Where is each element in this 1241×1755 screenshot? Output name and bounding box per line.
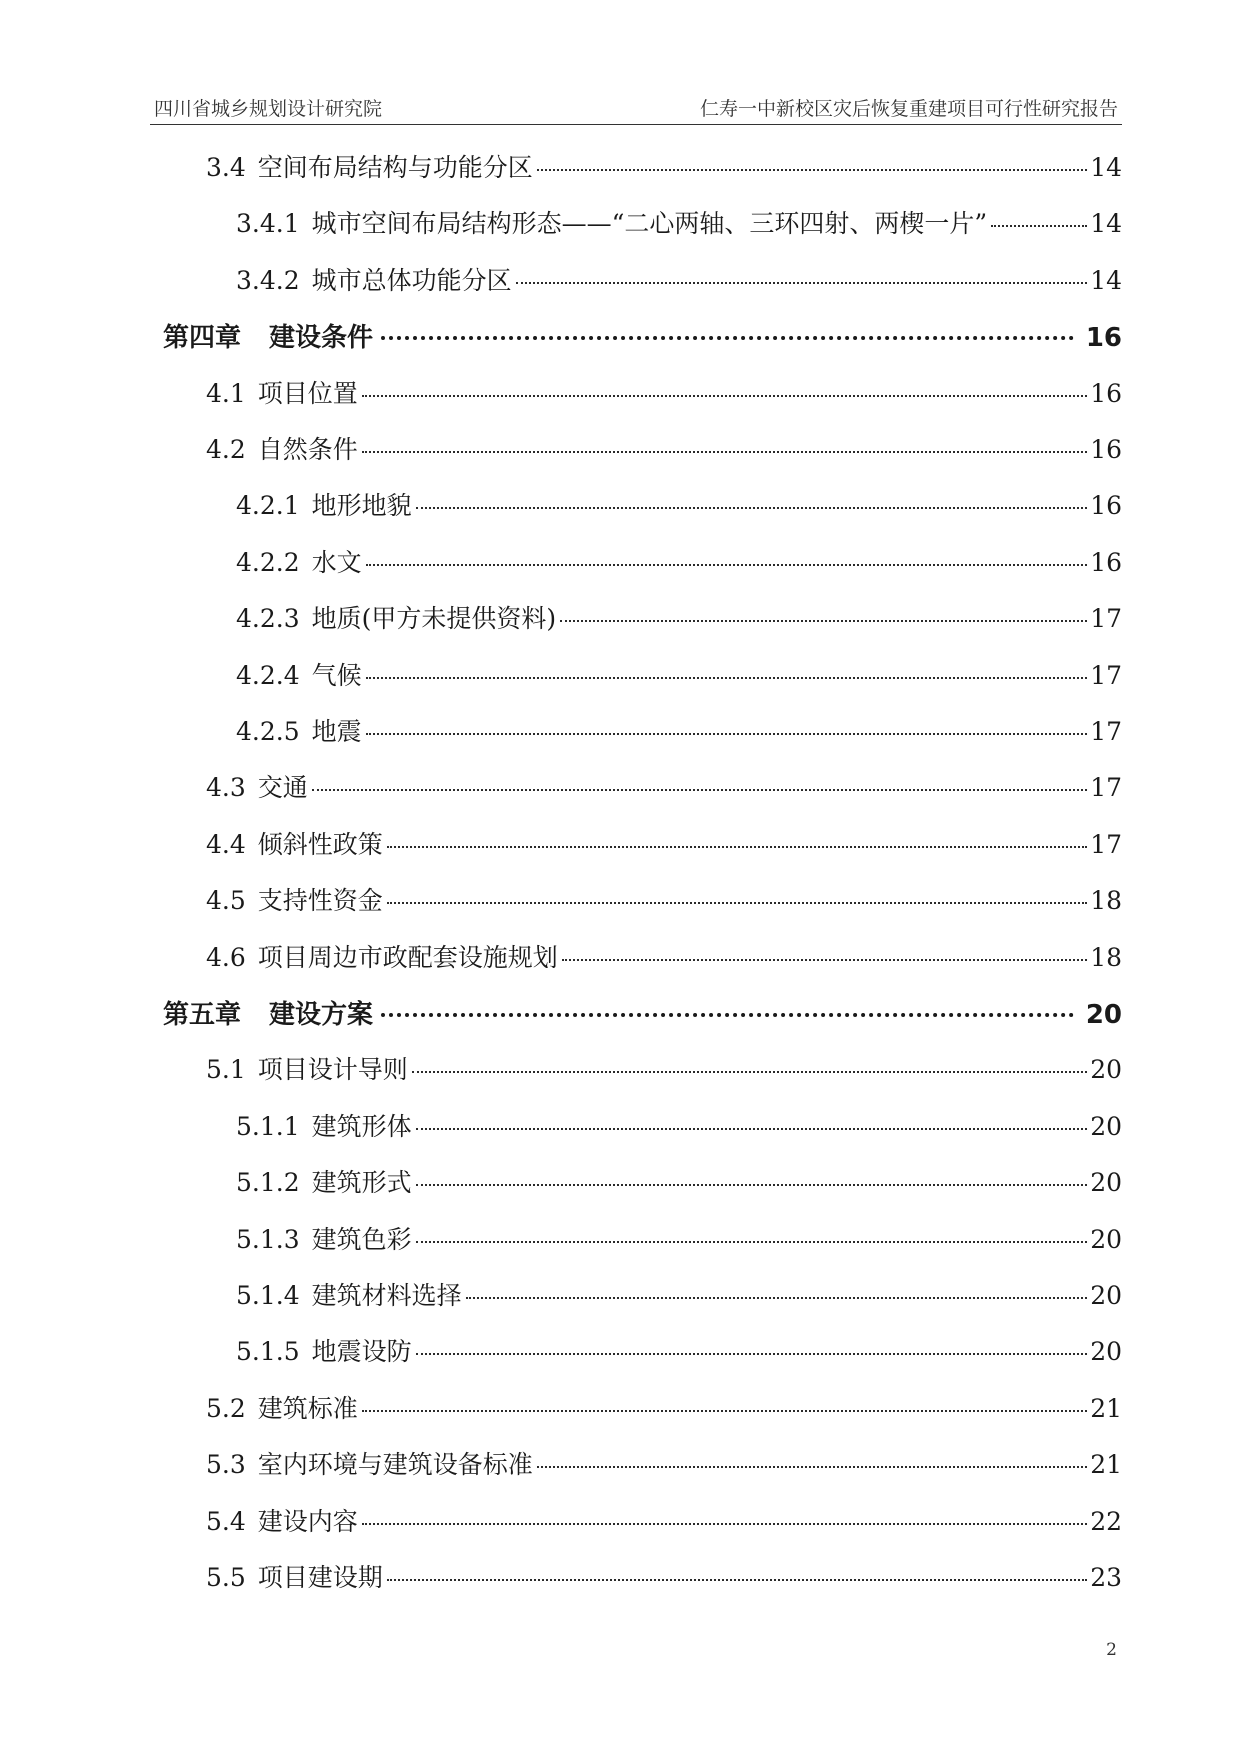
- toc-entry[interactable]: [236, 712, 1122, 752]
- toc-entry-page: 17: [1090, 661, 1122, 690]
- toc-entry-title: 建设条件: [269, 323, 374, 353]
- toc-entry-title: 建筑形式: [311, 1168, 412, 1197]
- toc-entry-title: 建筑材料选择: [311, 1281, 462, 1310]
- toc-entry[interactable]: [236, 1332, 1122, 1372]
- toc-entry-title: 支持性资金: [257, 886, 383, 915]
- toc-entry-page: 22: [1090, 1507, 1122, 1536]
- toc-entry-number: 5.1.5: [236, 1337, 300, 1366]
- toc-entry-page: 20: [1090, 1168, 1122, 1197]
- toc-entry-title: 项目设计导则: [257, 1055, 408, 1084]
- page-number: 2: [1106, 1640, 1117, 1660]
- toc-entry-title: 倾斜性政策: [257, 830, 383, 859]
- toc-entry[interactable]: [236, 543, 1122, 583]
- toc-entry-number: 5.1: [206, 1055, 246, 1084]
- toc-entry-title: 自然条件: [257, 435, 358, 464]
- toc-entry[interactable]: [206, 430, 1122, 470]
- toc-entry-number: 第四章: [163, 323, 242, 353]
- toc-entry-page: 14: [1090, 209, 1122, 238]
- toc-entry-number: 4.2.2: [236, 548, 300, 577]
- toc-chapter-entry[interactable]: [163, 994, 1122, 1034]
- toc-entry-title: 水文: [311, 548, 362, 577]
- toc-entry[interactable]: [206, 1050, 1122, 1090]
- dot-leader: [387, 846, 1087, 848]
- toc-entry-number: 4.2.1: [236, 491, 300, 520]
- dot-leader: [362, 395, 1087, 397]
- toc-entry-page: 23: [1090, 1563, 1122, 1592]
- toc-entry-title: 项目建设期: [257, 1563, 383, 1592]
- toc-entry[interactable]: [236, 1107, 1122, 1147]
- toc-entry-number: 4.1: [206, 379, 246, 408]
- dot-leader: [416, 1353, 1088, 1355]
- dot-leader: [362, 1523, 1087, 1525]
- dot-leader: [381, 1013, 1074, 1017]
- toc-entry-page: 16: [1085, 323, 1122, 353]
- toc-entry-number: 4.6: [206, 943, 246, 972]
- toc-entry-title: 建筑形体: [311, 1112, 412, 1141]
- header-divider: [150, 124, 1122, 125]
- dot-leader: [991, 225, 1087, 227]
- toc-entry-page: 21: [1090, 1450, 1122, 1479]
- toc-entry-number: 5.1.3: [236, 1225, 300, 1254]
- dot-leader: [366, 733, 1088, 735]
- toc-entry-title: 地震: [311, 717, 362, 746]
- dot-leader: [560, 620, 1087, 622]
- toc-entry[interactable]: [206, 1502, 1122, 1542]
- toc-entry-number: 第五章: [163, 1000, 242, 1030]
- toc-entry-page: 20: [1085, 1000, 1122, 1030]
- toc-entry-title: 地形地貌: [311, 491, 412, 520]
- toc-entry-page: 16: [1090, 491, 1122, 520]
- toc-entry-page: 18: [1090, 943, 1122, 972]
- toc-entry[interactable]: [206, 1389, 1122, 1429]
- toc-entry-title: 空间布局结构与功能分区: [257, 153, 533, 182]
- toc-entry-title: 地震设防: [311, 1337, 412, 1366]
- toc-entry[interactable]: [206, 938, 1122, 978]
- toc-entry[interactable]: [236, 1220, 1122, 1260]
- toc-entry[interactable]: [236, 261, 1122, 301]
- toc-entry-number: 5.4: [206, 1507, 246, 1536]
- toc-entry-number: 4.4: [206, 830, 246, 859]
- toc-entry-page: 18: [1090, 886, 1122, 915]
- toc-entry-page: 17: [1090, 717, 1122, 746]
- toc-entry-page: 21: [1090, 1394, 1122, 1423]
- toc-entry-title: 交通: [257, 773, 308, 802]
- toc-entry-number: 4.5: [206, 886, 246, 915]
- toc-entry-page: 20: [1090, 1337, 1122, 1366]
- toc-entry-number: 4.2.4: [236, 661, 300, 690]
- toc-entry[interactable]: [206, 1445, 1122, 1485]
- toc-entry[interactable]: [206, 374, 1122, 414]
- toc-entry-page: 20: [1090, 1112, 1122, 1141]
- dot-leader: [416, 1241, 1088, 1243]
- toc-entry-page: 16: [1090, 435, 1122, 464]
- toc-entry-number: 5.2: [206, 1394, 246, 1423]
- toc-entry-number: 4.2.3: [236, 604, 300, 633]
- toc-entry-number: 5.1.2: [236, 1168, 300, 1197]
- toc-entry[interactable]: [236, 656, 1122, 696]
- dot-leader: [416, 1128, 1088, 1130]
- dot-leader: [516, 282, 1088, 284]
- header-institute: 四川省城乡规划设计研究院: [154, 98, 383, 120]
- running-header: [150, 90, 1122, 124]
- toc-entry-title: 建筑色彩: [311, 1225, 412, 1254]
- toc-chapter-entry[interactable]: [163, 317, 1122, 357]
- toc-entry-number: 3.4.1: [236, 209, 300, 238]
- toc-entry-number: 5.5: [206, 1563, 246, 1592]
- toc-entry-title: 城市空间布局结构形态——“二心两轴、三环四射、两楔一片”: [311, 209, 988, 238]
- toc-entry[interactable]: [236, 204, 1122, 244]
- toc-entry-page: 16: [1090, 548, 1122, 577]
- toc-entry[interactable]: [236, 1163, 1122, 1203]
- toc-entry-page: 20: [1090, 1055, 1122, 1084]
- dot-leader: [562, 959, 1087, 961]
- toc-entry-title: 地质(甲方未提供资料): [311, 604, 557, 633]
- dot-leader: [466, 1297, 1088, 1299]
- toc-entry-number: 5.3: [206, 1450, 246, 1479]
- dot-leader: [366, 677, 1088, 679]
- toc-entry-page: 20: [1090, 1225, 1122, 1254]
- toc-entry[interactable]: [236, 486, 1122, 526]
- toc-entry[interactable]: [206, 148, 1122, 188]
- toc-entry[interactable]: [236, 1276, 1122, 1316]
- dot-leader: [412, 1071, 1087, 1073]
- toc-entry-title: 建筑标准: [257, 1394, 358, 1423]
- dot-leader: [362, 1410, 1087, 1412]
- toc-entry-title: 项目周边市政配套设施规划: [257, 943, 558, 972]
- toc-entry-number: 5.1.4: [236, 1281, 300, 1310]
- toc-entry-title: 建设内容: [257, 1507, 358, 1536]
- dot-leader: [362, 451, 1087, 453]
- dot-leader: [416, 1184, 1088, 1186]
- toc-entry-page: 17: [1090, 604, 1122, 633]
- toc-entry[interactable]: [206, 768, 1122, 808]
- dot-leader: [312, 789, 1087, 791]
- dot-leader: [387, 1579, 1087, 1581]
- toc-entry-title: 气候: [311, 661, 362, 690]
- toc-entry-title: 室内环境与建筑设备标准: [257, 1450, 533, 1479]
- toc-entry-number: 4.3: [206, 773, 246, 802]
- toc-entry-page: 17: [1090, 830, 1122, 859]
- toc-entry-title: 建设方案: [269, 1000, 374, 1030]
- dot-leader: [366, 564, 1088, 566]
- toc-entry-number: 3.4: [206, 153, 246, 182]
- dot-leader: [381, 336, 1074, 340]
- toc-entry-number: 4.2: [206, 435, 246, 464]
- dot-leader: [416, 507, 1088, 509]
- dot-leader: [537, 1466, 1087, 1468]
- header-report-title: 仁寿一中新校区灾后恢复重建项目可行性研究报告: [699, 98, 1118, 120]
- toc-entry-number: 4.2.5: [236, 717, 300, 746]
- toc-entry-title: 项目位置: [257, 379, 358, 408]
- dot-leader: [537, 169, 1087, 171]
- toc-entry-page: 14: [1090, 266, 1122, 295]
- toc-entry-number: 5.1.1: [236, 1112, 300, 1141]
- toc-entry-page: 17: [1090, 773, 1122, 802]
- toc-entry-page: 14: [1090, 153, 1122, 182]
- toc-entry[interactable]: [206, 825, 1122, 865]
- dot-leader: [387, 902, 1087, 904]
- toc-entry[interactable]: [206, 881, 1122, 921]
- toc-entry[interactable]: [236, 599, 1122, 639]
- toc-entry-page: 16: [1090, 379, 1122, 408]
- toc-entry-page: 20: [1090, 1281, 1122, 1310]
- toc-entry-number: 3.4.2: [236, 266, 300, 295]
- toc-entry[interactable]: [206, 1558, 1122, 1598]
- toc-entry-title: 城市总体功能分区: [311, 266, 512, 295]
